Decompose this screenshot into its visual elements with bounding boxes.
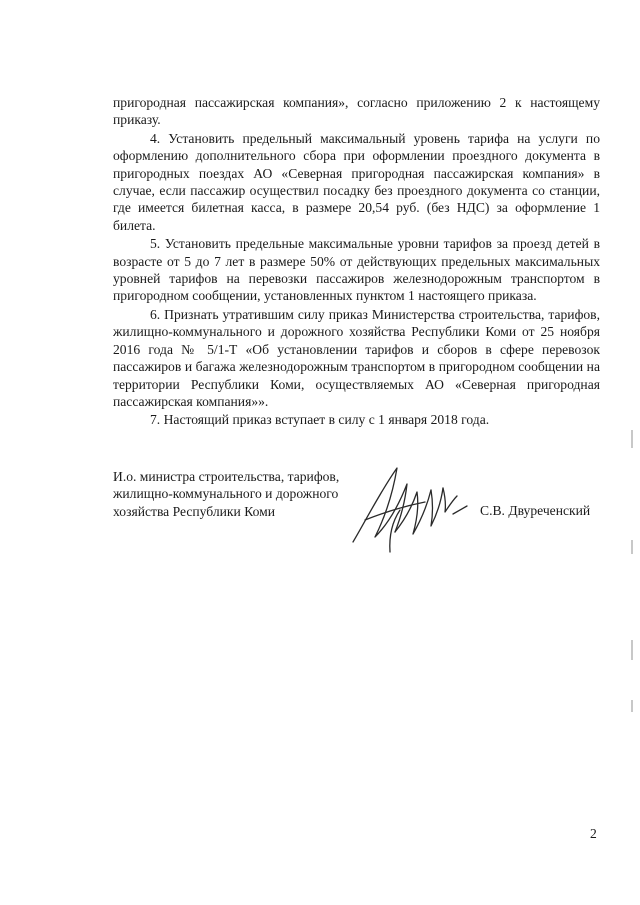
paragraph-continuation: пригородная пассажирская компания», согласно приложению 2 к настоящему приказу. xyxy=(113,95,600,128)
scan-edge-mark xyxy=(631,430,633,448)
page-number: 2 xyxy=(590,826,597,841)
signer-name: С.В. Двуреченский xyxy=(480,503,591,518)
signer-title-line: хозяйства Республики Коми xyxy=(113,503,276,519)
document-body xyxy=(113,94,600,429)
paragraph-5: 5. Установить предельные максимальные уровни тарифов за проезд детей в возрасте от 5 до 7 лет в размере 50% от действующих предельных максимальных уровней тарифов на перевозки пассажиров железнодорожным транспортом в пригородном сообщении, установленных пунктом 1 настоящего приказа. xyxy=(113,236,600,304)
paragraph-6: 6. Признать утратившим силу приказ Министерства строительства, тарифов, жилищно-коммунального и дорожного хозяйства Республики Коми от 25 ноября 2016 года № 5/1-Т «Об установлении тарифов и сборов в сфере перевозок пассажиров и багажа железнодорожным транспортом в пригородном сообщении на территории Республики Коми, осуществляемых АО «Северная пригородная пассажирская компания»». xyxy=(113,306,600,409)
handwritten-signature xyxy=(345,462,475,557)
paragraph-7: 7. Настоящий приказ вступает в силу с 1 января 2018 года. xyxy=(150,412,490,428)
signer-title xyxy=(113,468,339,520)
scan-edge-mark xyxy=(631,540,633,554)
paragraph-4: 4. Установить предельный максимальный уровень тарифа на услуги по оформлению дополнительного сбора при оформлении проездного документа в пригородных поездах АО «Северная пригородная пассажирская компания» в случае, если пассажир осуществил посадку без проездного документа со станции, где имеется билетная касса, в размере 20,54 руб. (без НДС) за оформление 1 билета. xyxy=(113,130,600,233)
signer-title-line: жилищно-коммунального и дорожного xyxy=(113,486,339,502)
signer-title-line: И.о. министра строительства, тарифов, xyxy=(113,469,340,484)
scan-edge-mark xyxy=(631,640,633,660)
scan-edge-mark xyxy=(631,700,633,712)
